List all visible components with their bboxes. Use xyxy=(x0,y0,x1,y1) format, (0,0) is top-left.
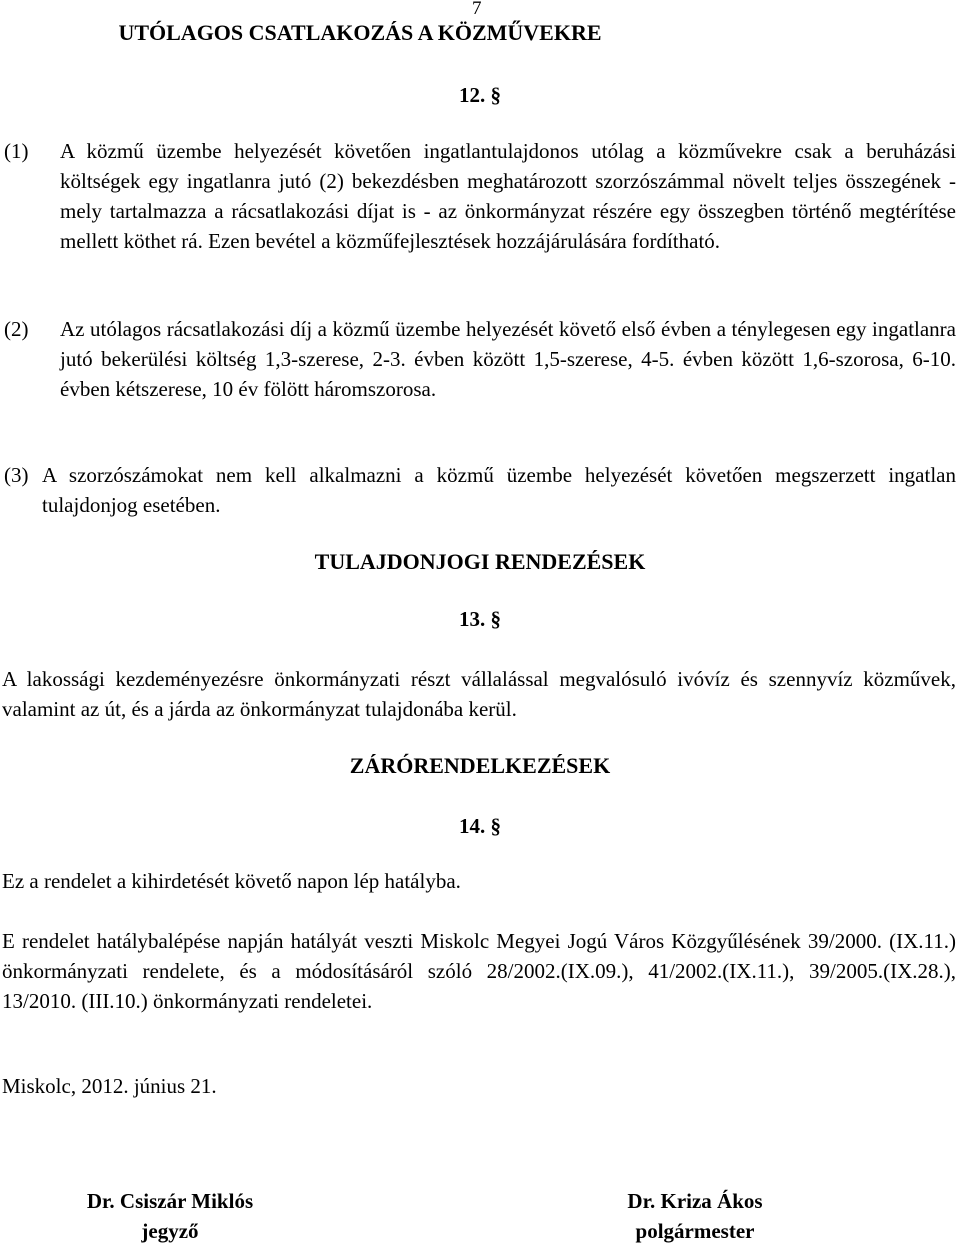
paragraph-14-2: E rendelet hatálybalépése napján hatályát veszti Miskolc Megyei Jogú Város Közgyűlésének 39/2000. (IX.11.) önkormányzati rendelete, és a módosításáról szóló 28/2002.(IX.09.), 41/2002.(IX.11.), 39/2005.(IX.28.), 13/2010. (III.10.) önkormányzati rendeletei. xyxy=(2,929,956,1013)
page-number: 7 xyxy=(472,0,482,19)
place-date: Miskolc, 2012. június 21. xyxy=(2,1074,217,1098)
paragraph-text: Az utólagos rácsatlakozási díj a közmű üzembe helyezését követő első évben a ténylegesen egy ingatlanra jutó bekerülési költség 1,3-szerese, 2-3. évben között 1,5-szerese, 4-5. évben között 1,6-szorosa, 6-10. évben kétszerese, 10 év fölött háromszorosa. xyxy=(60,317,956,401)
paragraph-12-1 xyxy=(4,136,956,256)
paragraph-12-2 xyxy=(4,314,956,404)
section-heading-zarorendelkezesek: ZÁRÓRENDELKEZÉSEK xyxy=(349,753,611,778)
paragraph-14-1: Ez a rendelet a kihirdetését követő napon lép hatályba. xyxy=(2,869,461,893)
signatory-title: jegyző xyxy=(141,1219,199,1243)
paragraph-number: (2) xyxy=(4,317,29,341)
section-number-13: 13. § xyxy=(459,607,501,631)
signatory-name: Dr. Csiszár Miklós xyxy=(86,1189,254,1213)
section-heading-utolagos: UTÓLAGOS CSATLAKOZÁS A KÖZMŰVEKRE xyxy=(118,20,602,45)
paragraph-text: A szorzószámokat nem kell alkalmazni a közmű üzembe helyezését követően megszerzett ingatlan tulajdonjog esetében. xyxy=(42,463,956,517)
signatory-title: polgármester xyxy=(635,1219,755,1243)
section-number-14: 14. § xyxy=(459,814,501,838)
paragraph-number: (1) xyxy=(4,139,29,163)
signature-block-polgarmester xyxy=(565,1186,825,1246)
paragraph-13: A lakossági kezdeményezésre önkormányzati részt vállalással megvalósuló ivóvíz és szennyvíz közművek, valamint az út, és a járda az önkormányzat tulajdonába kerül. xyxy=(2,667,956,721)
section-number-12: 12. § xyxy=(459,83,501,107)
signature-block-jegyzo xyxy=(40,1186,300,1246)
paragraph-number: (3) xyxy=(4,463,29,487)
signatory-name: Dr. Kriza Ákos xyxy=(627,1189,763,1213)
paragraph-text: A közmű üzembe helyezését követően ingatlantulajdonos utólag a közművekre csak a beruházási költségek egy ingatlanra jutó (2) bekezdésben meghatározott szorzószámmal növelt teljes összegének - mely tartalmazza a rácsatlakozási díjat is - az önkormányzat részére egy összegben történő megtérítése mellett köthet rá. Ezen bevétel a közműfejlesztések hozzájárulására fordítható. xyxy=(60,139,956,253)
section-heading-tulajdonjogi: TULAJDONJOGI RENDEZÉSEK xyxy=(314,549,646,574)
paragraph-12-3 xyxy=(4,460,956,520)
